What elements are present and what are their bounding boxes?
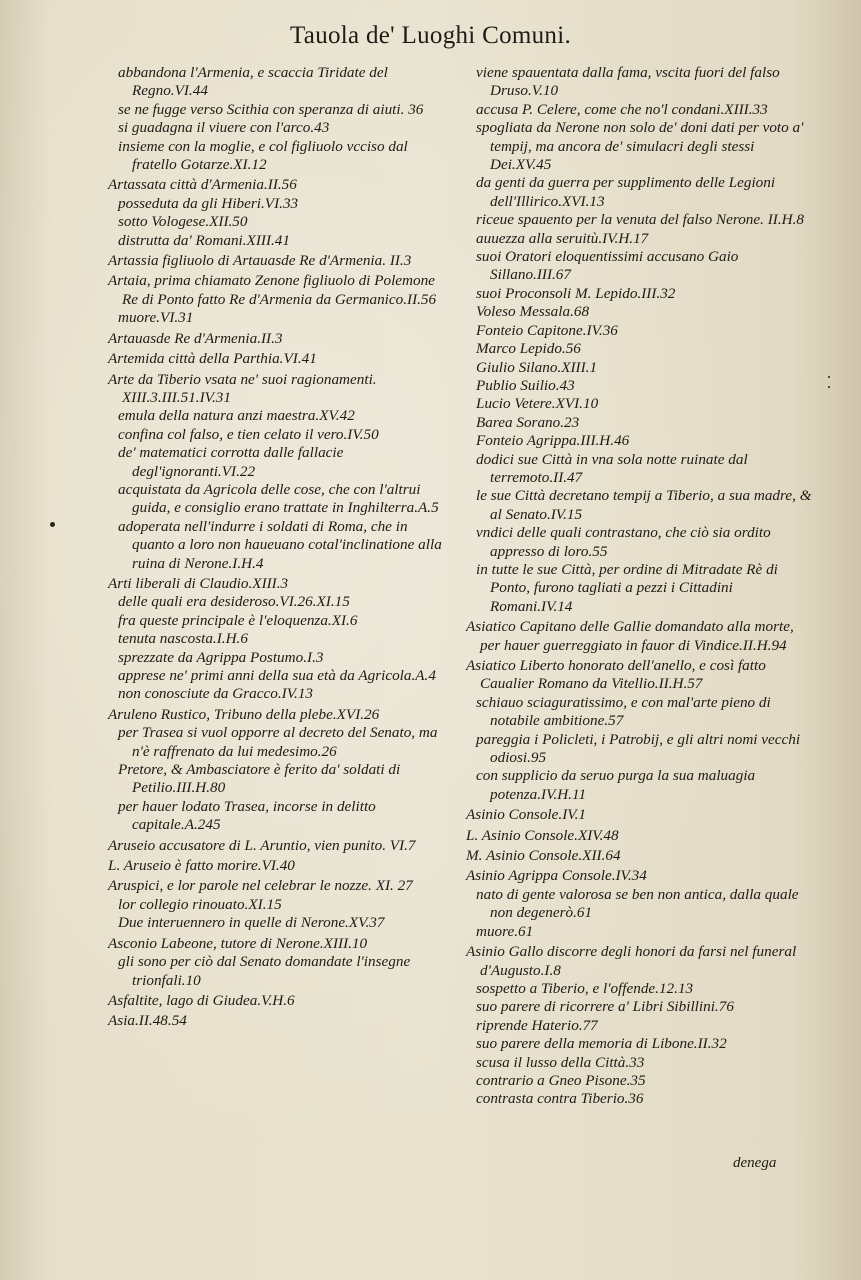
index-entry: Artemida città della Parthia.VI.41 bbox=[108, 350, 317, 368]
index-subentry: accusa P. Celere, come che no'l condani.XIII.33 bbox=[476, 100, 768, 118]
index-column-right bbox=[466, 64, 814, 1109]
index-subentry: acquistata da Agricola delle cose, che con l'altrui guida, e consiglio erano trattate in Inghilterra.A.5 bbox=[118, 480, 439, 517]
index-subentry: Fonteio Capitone.IV.36 bbox=[476, 321, 618, 339]
index-entry: Aruspici, e lor parole nel celebrar le nozze. XI. 27 bbox=[108, 877, 413, 895]
index-subentry: posseduta da gli Hiberi.VI.33 bbox=[118, 194, 299, 212]
index-subentry: riprende Haterio.77 bbox=[476, 1016, 598, 1034]
index-subentry: emula della natura anzi maestra.XV.42 bbox=[118, 407, 355, 425]
index-entry: L. Aruseio è fatto morire.VI.40 bbox=[108, 857, 295, 875]
index-subentry: in tutte le sue Città, per ordine di Mitradate Rè di Ponto, furono tagliati a pezzi i Cittadini Romani.IV.14 bbox=[476, 560, 778, 615]
index-subentry: Lucio Vetere.XVI.10 bbox=[476, 395, 599, 413]
index-subentry: sotto Vologese.XII.50 bbox=[118, 213, 248, 231]
index-entry: Asfaltite, lago di Giudea.V.H.6 bbox=[108, 991, 295, 1009]
index-subentry: per hauer lodato Trasea, incorse in delitto capitale.A.245 bbox=[118, 797, 376, 834]
index-subentry: contrario a Gneo Pisone.35 bbox=[476, 1071, 646, 1089]
index-subentry: non conosciute da Gracco.IV.13 bbox=[118, 685, 314, 703]
index-subentry: nato di gente valorosa se ben non antica, dalla quale non degenerò.61 bbox=[476, 885, 799, 922]
ink-speck bbox=[828, 376, 830, 378]
index-subentry: de' matematici corrotta dalle fallacie degl'ignoranti.VI.22 bbox=[118, 444, 344, 480]
index-subentry: tenuta nascosta.I.H.6 bbox=[118, 630, 248, 648]
index-subentry: Publio Suilio.43 bbox=[476, 376, 575, 394]
index-entry: Arti liberali di Claudio.XIII.3 bbox=[108, 574, 289, 592]
index-subentry: adoperata nell'indurre i soldati di Roma, che in quanto a loro non haueuano cotal'inclinatione alla ruina di Nerone.I.H.4 bbox=[118, 517, 442, 572]
ink-speck bbox=[50, 522, 55, 527]
index-subentry: dodici sue Città in vna sola notte ruinate dal terremoto.II.47 bbox=[476, 450, 748, 486]
index-subentry: viene spauentata dalla fama, vscita fuori del falso Druso.V.10 bbox=[476, 64, 780, 100]
index-subentry: muore.VI.31 bbox=[118, 309, 194, 327]
index-subentry: distrutta da' Romani.XIII.41 bbox=[118, 231, 290, 249]
index-entry: L. Asinio Console.XIV.48 bbox=[466, 826, 619, 844]
index-subentry: se ne fugge verso Scithia con speranza di aiuti. 36 bbox=[118, 100, 424, 118]
index-subentry: insieme con la moglie, e col figliuolo vcciso dal fratello Gotarze.XI.12 bbox=[118, 137, 408, 174]
index-entry: M. Asinio Console.XII.64 bbox=[466, 847, 621, 865]
index-subentry: suo parere della memoria di Libone.II.32 bbox=[476, 1035, 727, 1053]
index-subentry: sospetto a Tiberio, e l'offende.12.13 bbox=[476, 979, 694, 997]
index-column-left bbox=[108, 64, 452, 1031]
catchword: denega bbox=[733, 1155, 777, 1171]
index-subentry: pareggia i Policleti, i Patrobij, e gli altri nomi vecchi odiosi.95 bbox=[476, 730, 801, 767]
index-subentry: le sue Città decretano tempij a Tiberio, a sua madre, & al Senato.IV.15 bbox=[476, 487, 812, 523]
index-entry: Asconio Labeone, tutore di Nerone.XIII.10 bbox=[108, 934, 368, 952]
index-subentry: per Trasea si vuol opporre al decreto del Senato, ma n'è raffrenato da lui medesimo.26 bbox=[118, 724, 438, 760]
index-subentry: spogliata da Nerone non solo de' doni dati per voto a' tempij, ma ancora de' simulacri degli stessi Dei.XV.45 bbox=[476, 119, 804, 174]
index-subentry: fra queste principale è l'eloquenza.XI.6 bbox=[118, 611, 358, 629]
index-entry: Asinio Agrippa Console.IV.34 bbox=[466, 867, 647, 885]
index-subentry: apprese ne' primi anni della sua età da Agricola.A.4 bbox=[118, 667, 436, 684]
index-subentry: Due interuennero in quelle di Nerone.XV.37 bbox=[118, 914, 385, 932]
index-subentry: suoi Proconsoli M. Lepido.III.32 bbox=[476, 284, 676, 302]
index-entry: Artauasde Re d'Armenia.II.3 bbox=[108, 329, 283, 347]
index-entry: Asiatico Capitano delle Gallie domandato alla morte, per hauer guerreggiato in fauor di Vindice.II.H.94 bbox=[466, 618, 794, 654]
index-subentry: si guadagna il viuere con l'arco.43 bbox=[118, 119, 330, 137]
index-entry: Asia.II.48.54 bbox=[108, 1012, 187, 1030]
index-subentry: abbandona l'Armenia, e scaccia Tiridate del Regno.VI.44 bbox=[118, 64, 388, 100]
index-subentry: gli sono per ciò dal Senato domandate l'insegne trionfali.10 bbox=[118, 953, 411, 989]
index-subentry: sprezzate da Agrippa Postumo.I.3 bbox=[118, 648, 324, 666]
index-entry: Asiatico Liberto honorato dell'anello, e così fatto Caualier Romano da Vitellio.II.H.57 bbox=[466, 657, 766, 693]
index-subentry: Giulio Silano.XIII.1 bbox=[476, 358, 598, 376]
index-subentry: contrasta contra Tiberio.36 bbox=[476, 1090, 644, 1108]
index-entry: Asinio Console.IV.1 bbox=[466, 806, 586, 824]
index-subentry: con supplicio da seruo purga la sua maluagia potenza.IV.H.11 bbox=[476, 767, 756, 803]
index-subentry: Marco Lepido.56 bbox=[476, 340, 581, 358]
index-subentry: riceue spauento per la venuta del falso Nerone. II.H.8 bbox=[476, 211, 805, 229]
index-subentry: vndici delle quali contrastano, che ciò sia ordito appresso di loro.55 bbox=[476, 524, 771, 560]
index-subentry: scusa il lusso della Città.33 bbox=[476, 1053, 645, 1071]
index-entry: Aruleno Rustico, Tribuno della plebe.XVI.26 bbox=[108, 705, 380, 723]
index-subentry: confina col falso, e tien celato il vero.IV.50 bbox=[118, 425, 379, 443]
page-title: Tauola de' Luoghi Comuni. bbox=[289, 22, 572, 49]
index-entry: Asinio Gallo discorre degli honori da farsi nel funeral d'Augusto.I.8 bbox=[466, 943, 797, 979]
index-subentry: Pretore, & Ambasciatore è ferito da' soldati di Petilio.III.H.80 bbox=[118, 761, 401, 797]
index-entry: Aruseio accusatore di L. Aruntio, vien punito. VI.7 bbox=[108, 836, 416, 854]
index-entry: Artassia figliuolo di Artauasde Re d'Armenia. II.3 bbox=[108, 252, 412, 270]
index-subentry: suoi Oratori eloquentissimi accusano Gaio Sillano.III.67 bbox=[476, 248, 739, 284]
index-entry: Artassata città d'Armenia.II.56 bbox=[108, 176, 297, 194]
index-entry: Artaia, prima chiamato Zenone figliuolo di Polemone Re di Ponto fatto Re d'Armenia da Germanico.II.56 bbox=[108, 272, 437, 308]
index-subentry: Fonteio Agrippa.III.H.46 bbox=[476, 432, 630, 450]
index-subentry: Barea Sorano.23 bbox=[476, 413, 580, 431]
index-subentry: schiauo sciaguratissimo, e con mal'arte pieno di notabile ambitione.57 bbox=[476, 693, 771, 730]
index-subentry: delle quali era desideroso.VI.26.XI.15 bbox=[118, 593, 350, 611]
index-subentry: muore.61 bbox=[476, 922, 534, 940]
index-subentry: Voleso Messala.68 bbox=[476, 303, 590, 321]
index-subentry: lor collegio rinouato.XI.15 bbox=[118, 895, 282, 913]
index-subentry: auuezza alla seruitù.IV.H.17 bbox=[476, 229, 649, 247]
index-subentry: suo parere di ricorrere a' Libri Sibillini.76 bbox=[476, 998, 734, 1016]
ink-speck bbox=[828, 386, 830, 388]
index-subentry: da genti da guerra per supplimento delle Legioni dell'Illirico.XVI.13 bbox=[476, 174, 776, 210]
index-entry: Arte da Tiberio vsata ne' suoi ragionamenti. XIII.3.III.51.IV.31 bbox=[108, 370, 377, 406]
